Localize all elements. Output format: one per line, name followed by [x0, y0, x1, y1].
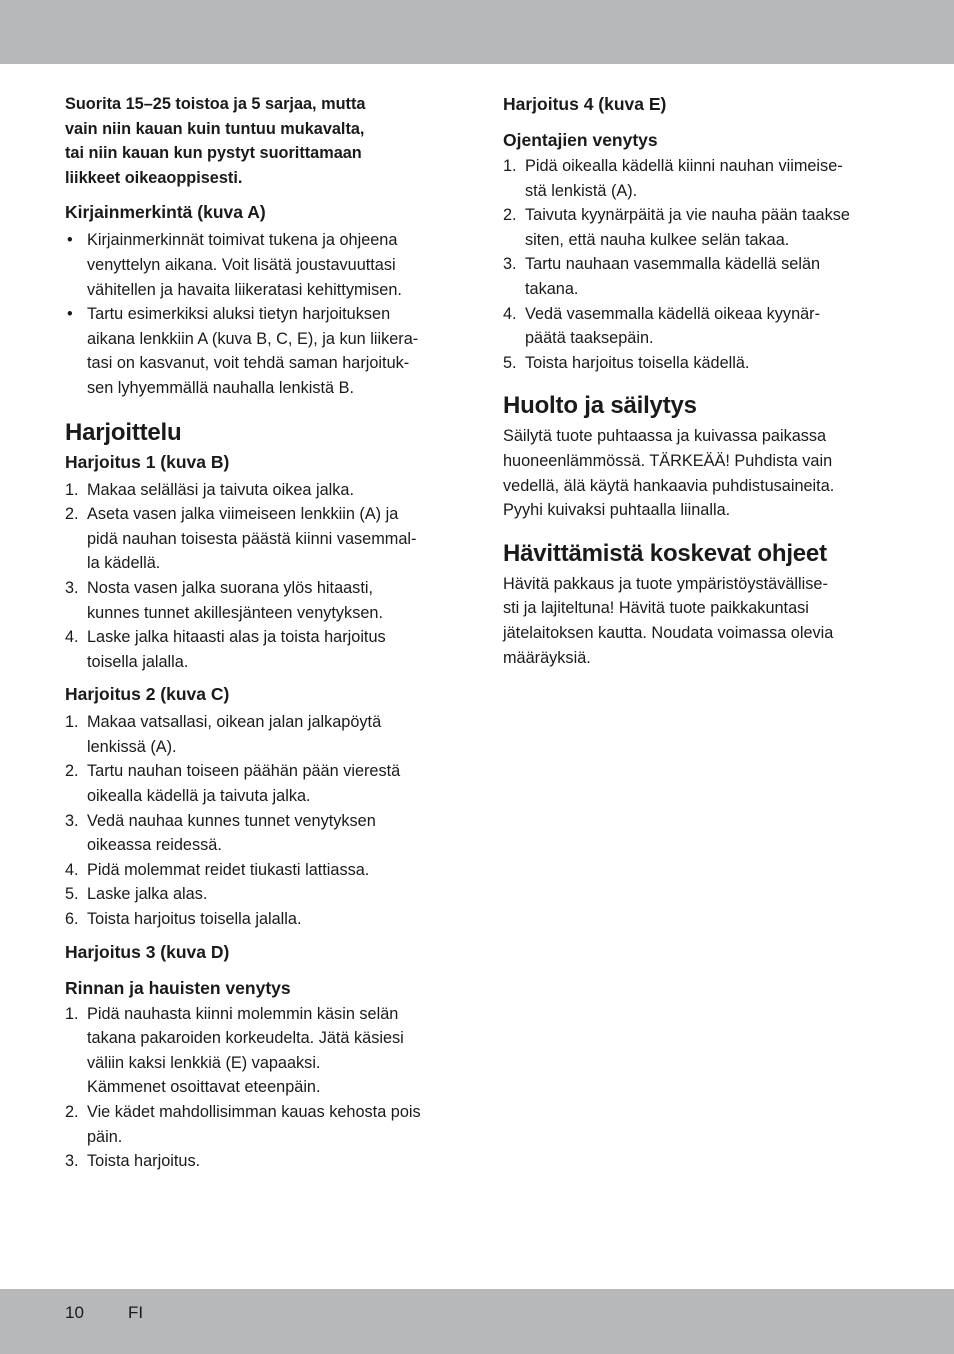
left-column: [65, 92, 457, 1174]
right-column: [503, 92, 893, 670]
list-item: [65, 625, 457, 674]
step-text-line: väliin kaksi lenkkiä (E) vapaaksi.: [87, 1053, 321, 1072]
huolto-heading: Huolto ja säilytys: [503, 392, 697, 420]
step-number: 3.: [503, 255, 517, 274]
step-number: 1.: [65, 1004, 79, 1023]
huolto-text: Säilytä tuote puhtaassa ja kuivassa paikassa huoneenlämmössä. TÄRKEÄÄ! Puhdista vain vedellä, älä käytä hankaavia puhdistusaineita. Pyyhi kuivaksi puhtaalla liinalla.: [503, 427, 835, 520]
kirjain-heading: Kirjainmerkintä (kuva A): [65, 202, 266, 223]
havittamis-text: Hävitä pakkaus ja tuote ympäristöystävällise- sti ja lajiteltuna! Hävitä tuote paikkakuntasi jätelaitoksen kautta. Noudata voimassa olevia määräyksiä.: [503, 574, 834, 667]
step-text-line: päätä taaksepäin.: [525, 329, 654, 348]
havittamis-heading: Hävittämistä koskevat ohjeet: [503, 539, 827, 567]
step-number: 3.: [65, 1152, 79, 1171]
list-item: [65, 576, 457, 625]
step-text-line: siten, että nauha kulkee selän takaa.: [525, 230, 790, 249]
step-number: 5.: [503, 353, 517, 372]
list-item: [65, 858, 457, 883]
step-text-line: Kämmenet osoittavat eteenpäin.: [87, 1078, 321, 1097]
list-item: [65, 478, 457, 503]
step-text-line: pidä nauhan toisesta päästä kiinni vasemmal-: [87, 529, 417, 548]
harjoitus-2-steps: [65, 710, 457, 931]
header-bar: [0, 0, 954, 64]
language-code: FI: [128, 1303, 144, 1322]
step-text-line: Laske jalka hitaasti alas ja toista harjoitus: [87, 628, 386, 647]
step-text-line: Toista harjoitus.: [87, 1152, 201, 1171]
list-item: [65, 907, 457, 932]
step-text-line: Vedä nauhaa kunnes tunnet venytyksen: [87, 811, 376, 830]
list-item: [65, 710, 457, 759]
step-number: 6.: [65, 910, 79, 929]
step-text-line: Vie kädet mahdollisimman kauas kehosta pois: [87, 1103, 421, 1121]
list-item: [65, 1149, 457, 1174]
kirjain-list: [65, 228, 457, 400]
step-number: 3.: [65, 811, 79, 830]
list-item: [503, 154, 893, 203]
step-number: 3.: [65, 578, 79, 597]
step-text-line: Taivuta kyynärpäitä ja vie nauha pään taakse: [525, 206, 850, 225]
list-item: [503, 252, 893, 301]
step-number: 4.: [65, 860, 79, 879]
step-text-line: la kädellä.: [87, 554, 161, 573]
harjoitus-2-heading: Harjoitus 2 (kuva C): [65, 684, 230, 705]
step-number: 1.: [503, 157, 517, 175]
step-text-line: Vedä vasemmalla kädellä oikeaa kyynär-: [525, 304, 821, 323]
list-item: [65, 502, 457, 576]
step-text-line: Tartu nauhaan vasemmalla kädellä selän: [525, 255, 821, 274]
step-number: 5.: [65, 885, 79, 904]
step-text-line: takana pakaroiden korkeudelta. Jätä käsiesi: [87, 1029, 404, 1048]
step-text-line: takana.: [525, 279, 579, 298]
list-item: [65, 882, 457, 907]
list-item: [65, 1100, 457, 1149]
step-text-line: päin.: [87, 1127, 123, 1146]
step-text-line: oikeassa reidessä.: [87, 836, 222, 855]
step-number: 2.: [65, 1103, 79, 1121]
harjoitus-4-steps: [503, 154, 893, 375]
step-text-line: lenkissä (A).: [87, 737, 177, 756]
list-item: [65, 809, 457, 858]
step-number: 4.: [503, 304, 517, 323]
step-text-line: Toista harjoitus toisella kädellä.: [525, 353, 750, 372]
step-number: 2.: [65, 762, 79, 781]
step-text-line: Aseta vasen jalka viimeiseen lenkkiin (A) ja: [87, 505, 399, 524]
harjoitus-3-subheading: Rinnan ja hauisten venytys: [65, 977, 291, 998]
harjoitus-4-subheading: Ojentajien venytys: [503, 130, 658, 150]
list-item: • Tartu esimerkiksi aluksi tietyn harjoituksen aikana lenkkiin A (kuva B, C, E), ja kun liikera- tasi on kasvanut, voit tehdä saman harjoituk- sen lyhyemmällä nauhalla lenkistä B.: [67, 305, 419, 397]
page-number: 10: [65, 1303, 84, 1322]
step-number: 1.: [65, 713, 79, 732]
list-item: [503, 302, 893, 351]
step-text-line: Nosta vasen jalka suorana ylös hitaasti,: [87, 578, 373, 597]
step-text-line: Pidä molemmat reidet tiukasti lattiassa.: [87, 860, 370, 879]
step-text-line: Toista harjoitus toisella jalalla.: [87, 910, 302, 929]
step-number: 2.: [503, 206, 517, 225]
step-text-line: Laske jalka alas.: [87, 885, 208, 904]
step-text-line: stä lenkistä (A).: [525, 181, 638, 200]
harjoittelu-heading: Harjoittelu: [65, 418, 182, 446]
list-item: [65, 759, 457, 808]
harjoitus-3-steps: [65, 1002, 457, 1174]
step-text-line: Tartu nauhan toiseen päähän pään vierestä: [87, 762, 401, 781]
step-text-line: oikealla kädellä ja taivuta jalka.: [87, 787, 311, 806]
step-text-line: Makaa selälläsi ja taivuta oikea jalka.: [87, 480, 354, 499]
harjoitus-1-heading: Harjoitus 1 (kuva B): [65, 451, 230, 472]
step-text-line: toisella jalalla.: [87, 652, 189, 671]
intro-text: Suorita 15–25 toistoa ja 5 sarjaa, mutta vain niin kauan kuin tuntuu mukavalta, tai niin kauan kun pystyt suorittamaan liikkeet oikeaoppisesti.: [65, 95, 366, 187]
list-item: [503, 351, 893, 376]
list-item: [65, 1002, 457, 1100]
harjoitus-3-heading: Harjoitus 3 (kuva D): [65, 941, 230, 962]
step-number: 2.: [65, 505, 79, 524]
step-text-line: Pidä nauhasta kiinni molemmin käsin selän: [87, 1004, 399, 1023]
step-text-line: Pidä oikealla kädellä kiinni nauhan viimeise-: [525, 157, 843, 175]
list-item: • Kirjainmerkinnät toimivat tukena ja ohjeena venyttelyn aikana. Voit lisätä joustavuuttasi vähitellen ja havaita liikeratasi kehittymisen.: [67, 231, 402, 299]
step-text-line: Makaa vatsallasi, oikean jalan jalkapöytä: [87, 713, 382, 732]
step-number: 1.: [65, 480, 79, 499]
harjoitus-4-heading: Harjoitus 4 (kuva E): [503, 94, 667, 114]
step-number: 4.: [65, 628, 79, 647]
list-item: [503, 203, 893, 252]
step-text-line: kunnes tunnet akillesjänteen venytyksen.: [87, 603, 383, 622]
harjoitus-1-steps: [65, 478, 457, 675]
